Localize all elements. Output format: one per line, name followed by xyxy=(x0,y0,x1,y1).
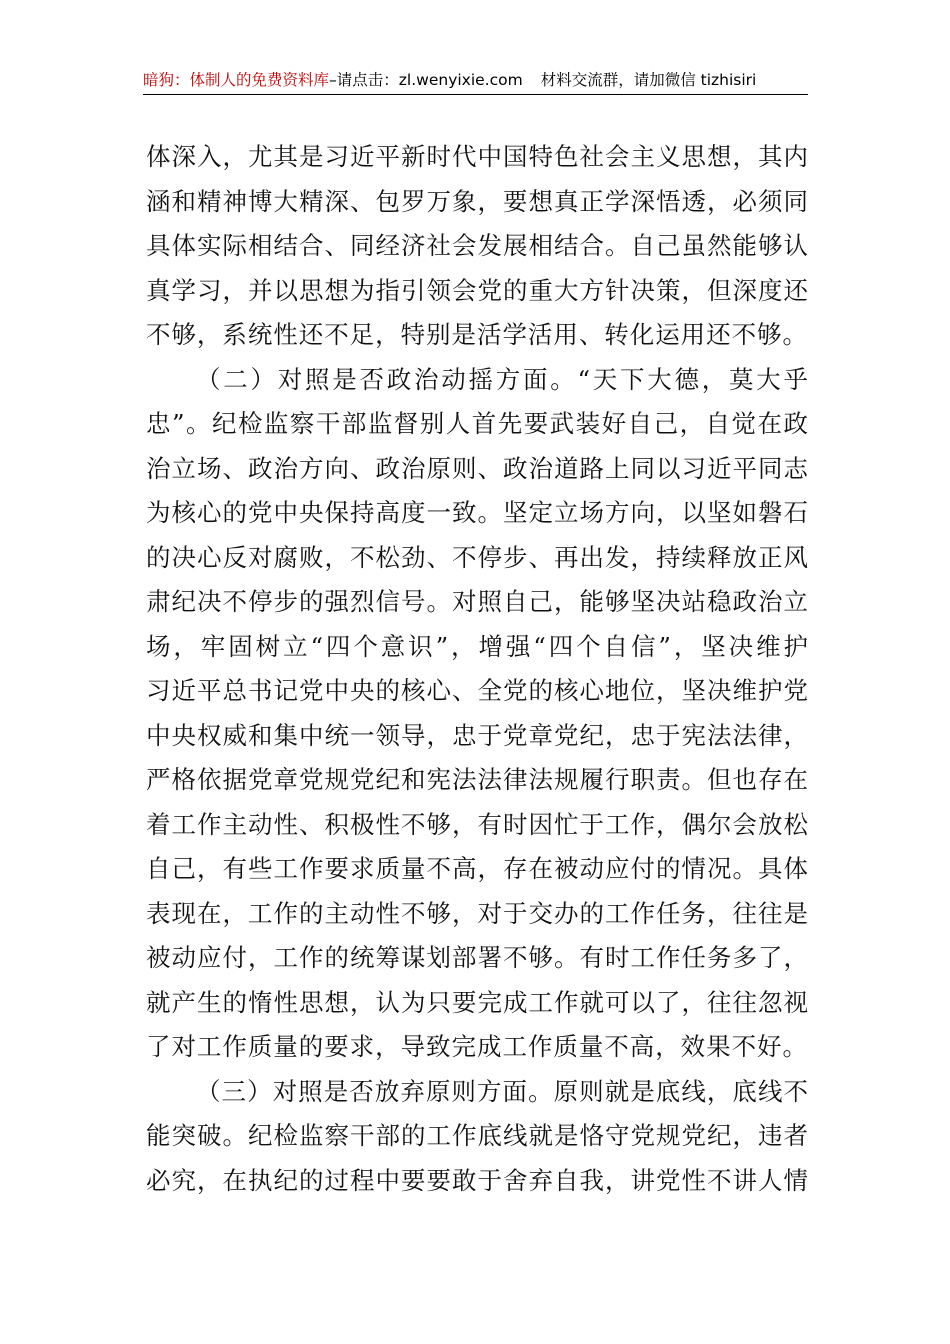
body-line: 真学习，并以思想为指引领会党的重大方针决策，但深度还 xyxy=(146,275,808,305)
body-line: 表现在，工作的主动性不够，对于交办的工作任务，往往是 xyxy=(146,898,808,928)
body-line: 中央权威和集中统一领导，忠于党章党纪，忠于宪法法律， xyxy=(146,720,808,750)
body-line: 肃纪决不停步的强烈信号。对照自己，能够坚决站稳政治立 xyxy=(146,587,808,616)
header-site-name: 暗狗：体制人的免费资料库 xyxy=(143,71,330,89)
body-line: 就产生的惰性思想，认为只要完成工作就可以了，往往忽视 xyxy=(146,987,808,1017)
body-line: 不够，系统性还不足，特别是活学活用、转化运用还不够。 xyxy=(146,320,808,349)
body-line: 涵和精神博大精深、包罗万象，要想真正学深悟透，必须同 xyxy=(146,186,808,216)
body-line: 体深入，尤其是习近平新时代中国特色社会主义思想，其内 xyxy=(146,142,808,171)
document-body xyxy=(146,135,808,1203)
body-line: 忠”。纪检监察干部监督别人首先要武装好自己，自觉在政 xyxy=(146,409,808,438)
header-group-note: 材料交流群，请加微信 tizhisiri xyxy=(540,71,757,89)
body-line: 能突破。纪检监察干部的工作底线就是恪守党规党纪，违者 xyxy=(146,1121,808,1150)
body-line: 为核心的党中央保持高度一致。坚定立场方向，以坚如磐石 xyxy=(146,498,808,527)
body-line: 具体实际相结合、同经济社会发展相结合。自己虽然能够认 xyxy=(146,231,808,260)
header-link-prompt: –请点击： xyxy=(329,71,399,89)
body-line: 场，牢固树立“四个意识”，增强“四个自信”，坚决维护 xyxy=(146,631,808,661)
body-line: 严格依据党章党规党纪和宪法法律法规履行职责。但也存在 xyxy=(146,765,808,794)
body-line: 必究，在执纪的过程中要要敢于舍弃自我，讲党性不讲人情 xyxy=(146,1165,808,1195)
header-url-link[interactable]: zl.wenyixie.com xyxy=(398,71,523,89)
body-line: 了对工作质量的要求，导致完成工作质量不高，效果不好。 xyxy=(146,1032,808,1061)
body-line: 自己，有些工作要求质量不高，存在被动应付的情况。具体 xyxy=(146,854,808,883)
section-heading-line: （二）对照是否政治动摇方面。“天下大德，莫大乎 xyxy=(196,364,808,394)
page-header xyxy=(143,66,808,95)
body-line: 着工作主动性、积极性不够，有时因忙于工作，偶尔会放松 xyxy=(146,809,808,839)
body-line: 被动应付，工作的统筹谋划部署不够。有时工作任务多了， xyxy=(146,943,808,972)
body-line: 习近平总书记党中央的核心、全党的核心地位，坚决维护党 xyxy=(146,676,808,705)
body-line: 的决心反对腐败，不松劲、不停步、再出发，持续释放正风 xyxy=(146,542,808,572)
section-heading-line: （三）对照是否放弃原则方面。原则就是底线，底线不 xyxy=(196,1076,808,1106)
body-line: 治立场、政治方向、政治原则、政治道路上同以习近平同志 xyxy=(146,453,808,483)
